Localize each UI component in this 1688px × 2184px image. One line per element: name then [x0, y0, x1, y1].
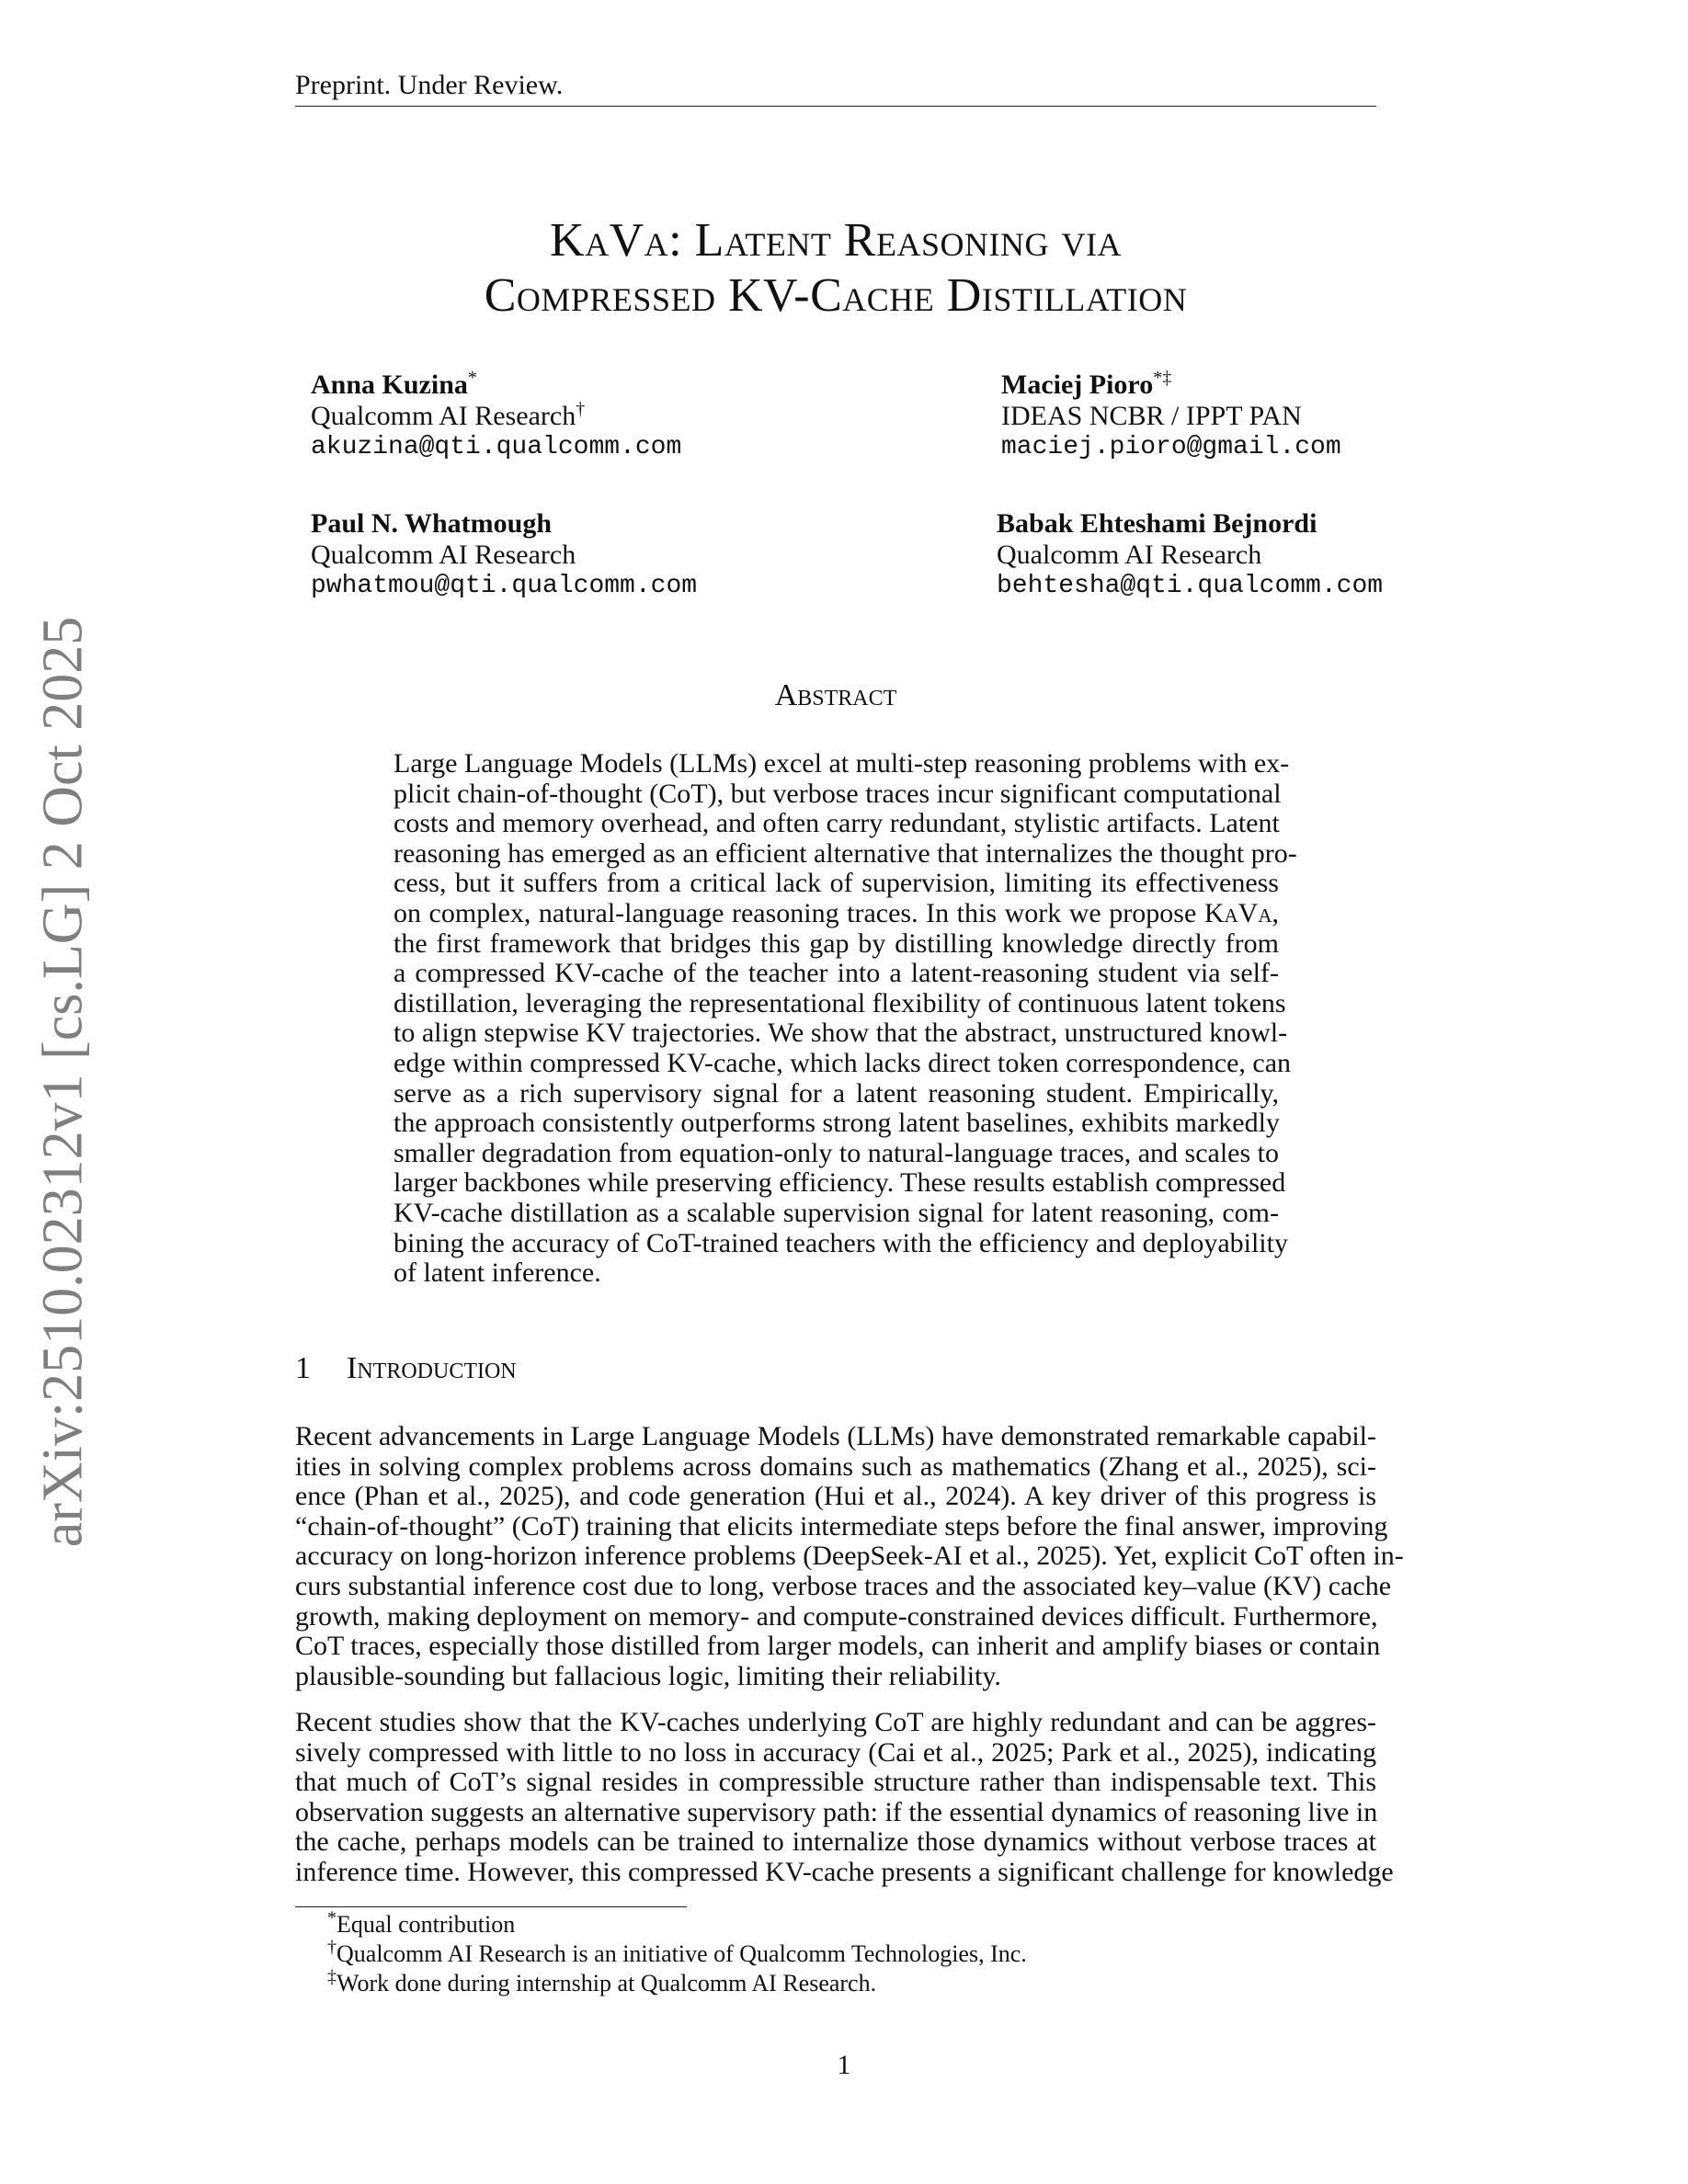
footnote	[327, 1939, 1027, 1969]
text-line: CoT traces, especially those distilled from larger models, can inherit and amplify biases or contain	[295, 1631, 1381, 1662]
paper-title	[295, 213, 1376, 324]
title-line: KaVa: Latent Reasoning via	[550, 214, 1122, 267]
footnote-rule	[295, 1906, 687, 1907]
footnote-text: Work done during internship at Qualcomm AI Research.	[336, 1970, 877, 1996]
author-affiliation: IDEAS NCBR / IPPT PAN	[1001, 401, 1302, 431]
text-line: plausible-sounding but fallacious logic, limiting their reliability.	[295, 1660, 1001, 1691]
author-email[interactable]: pwhatmou@qti.qualcomm.com	[311, 572, 698, 600]
author-name: Anna Kuzina	[311, 370, 468, 400]
text-line: reasoning has emerged as an efficient alternative that internalizes the thought pro-	[393, 837, 1297, 869]
text-line: Recent studies show that the KV-caches underlying CoT are highly redundant and can be aggres-	[295, 1707, 1376, 1737]
text-line: to align stepwise KV trajectories. We show that the abstract, unstructured knowl-	[393, 1018, 1288, 1049]
running-header: Preprint. Under Review.	[295, 70, 564, 100]
section-title: Introduction	[347, 1351, 517, 1385]
text-line: growth, making deployment on memory- and compute-constrained devices difficult. Furthermore,	[295, 1600, 1378, 1632]
text-line: sively compressed with little to no loss in accuracy (Cai et al., 2025; Park et al., 2025), indicating	[295, 1736, 1376, 1768]
author-email[interactable]: maciej.pioro@gmail.com	[1001, 433, 1341, 461]
footnote-text: Qualcomm AI Research is an initiative of Qualcomm Technologies, Inc.	[336, 1940, 1027, 1967]
text-line: accuracy on long-horizon inference problems (DeepSeek-AI et al., 2025). Yet, explicit CoT often in-	[295, 1541, 1404, 1572]
text-line: the cache, perhaps models can be trained to internalize those dynamics without verbose traces at	[295, 1826, 1376, 1858]
text-line: Recent advancements in Large Language Models (LLMs) have demonstrated remarkable capabil-	[295, 1421, 1376, 1451]
abstract-body	[393, 748, 1297, 1289]
author-block	[311, 508, 697, 602]
text-line: the approach consistently outperforms strong latent baselines, exhibits markedly	[393, 1108, 1280, 1139]
text-span: ,	[1272, 897, 1279, 928]
text-line: curs substantial inference cost due to long, verbose traces and the associated key–value (KV) cache	[295, 1570, 1392, 1601]
footnote-mark: *‡	[1153, 368, 1172, 388]
text-line: plicit chain-of-thought (CoT), but verbose traces incur significant computational	[393, 778, 1282, 809]
text-line: that much of CoT’s signal resides in compressible structure rather than indispensable text. This	[295, 1767, 1376, 1798]
footnote-text: Equal contribution	[336, 1911, 516, 1938]
footnote	[327, 1966, 877, 1998]
method-name: KaVa	[1203, 897, 1272, 928]
text-line: distillation, leveraging the representational flexibility of continuous latent tokens	[393, 987, 1286, 1018]
text-line: the first framework that bridges this gap by distilling knowledge directly from	[393, 927, 1279, 959]
text-line: bining the accuracy of CoT-trained teachers with the efficiency and deployability	[393, 1227, 1288, 1258]
section-heading	[295, 1351, 517, 1386]
footnote-mark: †	[327, 1937, 336, 1958]
text-line: “chain-of-thought” (CoT) training that elicits intermediate steps before the final answer, improving	[295, 1510, 1388, 1541]
author-name: Babak Ehteshami Bejnordi	[997, 508, 1317, 539]
text-line: of latent inference.	[393, 1257, 601, 1289]
text-line: larger backbones while preserving efficiency. These results establish compressed	[393, 1167, 1286, 1199]
title-line: Compressed KV-Cache Distillation	[484, 269, 1188, 322]
author-email[interactable]: behtesha@qti.qualcomm.com	[997, 572, 1384, 600]
text-span: on complex, natural-language reasoning traces. In this work we propose	[393, 897, 1204, 928]
author-affiliation: Qualcomm AI Research	[311, 540, 576, 570]
footnote-mark: ‡	[327, 1966, 336, 1987]
paragraph	[295, 1421, 1404, 1691]
author-name: Maciej Pioro	[1001, 370, 1154, 400]
author-affiliation: Qualcomm AI Research	[311, 401, 576, 431]
footnote	[327, 1907, 516, 1939]
footnote-mark: *	[467, 368, 477, 388]
author-email[interactable]: akuzina@qti.qualcomm.com	[311, 433, 682, 461]
paragraph	[295, 1707, 1394, 1888]
text-line: observation suggests an alternative supervisory path: if the essential dynamics of reasoning live in	[295, 1796, 1378, 1827]
text-line: costs and memory overhead, and often carry redundant, stylistic artifacts. Latent	[393, 808, 1280, 839]
text-line: ence (Phan et al., 2025), and code generation (Hui et al., 2024). A key driver of this progress is	[295, 1481, 1376, 1512]
abstract-heading: Abstract	[774, 678, 897, 712]
text-line: a compressed KV-cache of the teacher into a latent-reasoning student via self-	[393, 958, 1279, 989]
text-line: cess, but it suffers from a critical lack of supervision, limiting its effectiveness	[393, 868, 1279, 899]
text-line: Large Language Models (LLMs) excel at multi-step reasoning problems with ex-	[393, 748, 1290, 779]
arxiv-stamp: arXiv:2510.02312v1 [cs.LG] 2 Oct 2025	[31, 616, 95, 1548]
text-line: inference time. However, this compressed KV-cache presents a significant challenge for knowledge	[295, 1856, 1394, 1887]
text-line: smaller degradation from equation-only to natural-language traces, and scales to	[393, 1137, 1279, 1168]
text-line: KV-cache distillation as a scalable supervision signal for latent reasoning, com-	[393, 1197, 1279, 1228]
text-line: edge within compressed KV-cache, which lacks direct token correspondence, can	[393, 1047, 1292, 1078]
footnote-mark: *	[327, 1907, 336, 1928]
text-line: ities in solving complex problems across domains such as mathematics (Zhang et al., 2025), sci-	[295, 1450, 1376, 1482]
section-number: 1	[295, 1351, 311, 1385]
author-block	[997, 508, 1383, 602]
page-number: 1	[837, 2050, 851, 2080]
text-line	[393, 899, 1279, 929]
author-block	[311, 370, 681, 463]
author-block	[1001, 370, 1341, 463]
author-affiliation: Qualcomm AI Research	[997, 540, 1262, 570]
text-line: serve as a rich supervisory signal for a latent reasoning student. Empirically,	[393, 1077, 1279, 1109]
author-name: Paul N. Whatmough	[311, 508, 553, 539]
header-rule	[295, 106, 1376, 107]
footnote-mark: †	[576, 399, 586, 419]
